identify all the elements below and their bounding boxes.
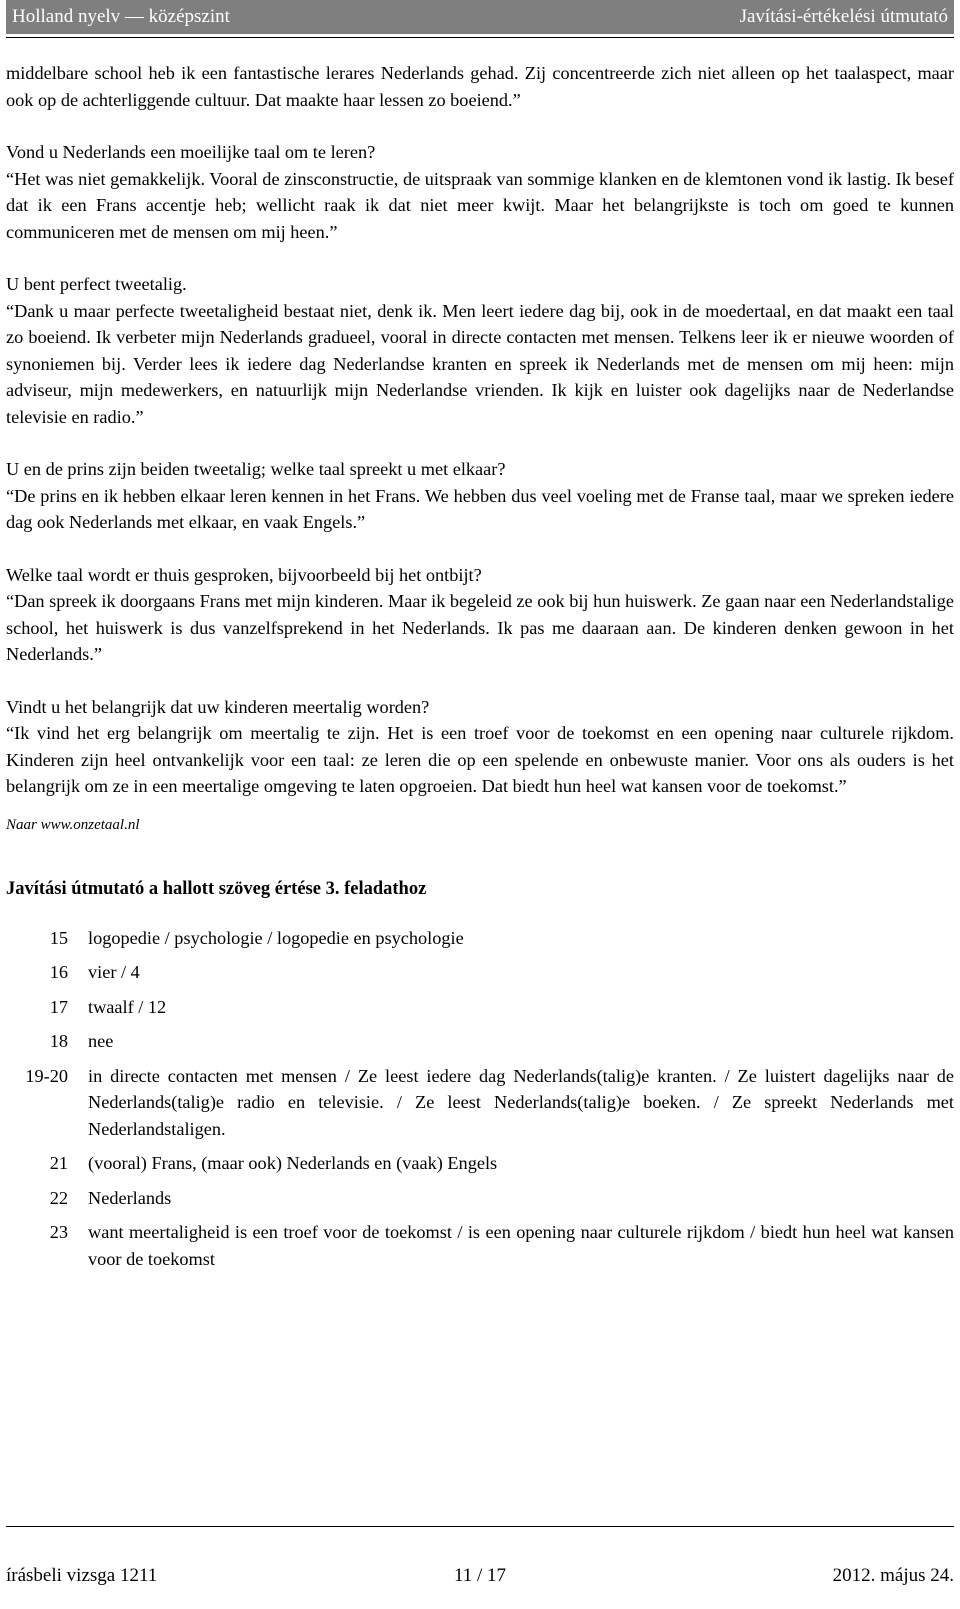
- footer-divider: [6, 1526, 954, 1527]
- interview-question: U en de prins zijn beiden tweetalig; welke taal spreekt u met elkaar?: [6, 459, 506, 479]
- answer-number: 17: [49, 996, 68, 1017]
- answer-row: [6, 1028, 954, 1055]
- interview-question: U bent perfect tweetalig.: [6, 274, 187, 294]
- answer-text: in directe contacten met mensen / Ze leest iedere dag Nederlands(talig)e kranten. / Ze luistert dagelijks naar de Nederlands(talig)e radio en televisie. / Ze leest Nederlands(talig)e boeken. / Ze spreekt Nederlands met Nederlandstaligen.: [88, 1065, 954, 1139]
- header-doc-type: Javítási-értékelési útmutató: [739, 6, 948, 27]
- answer-number: 21: [49, 1153, 68, 1173]
- answer-row: [6, 1219, 954, 1272]
- answer-row: [6, 925, 954, 952]
- answer-number: 18: [49, 1031, 68, 1051]
- answer-key-title: Javítási útmutató a hallott szöveg értése 3. feladathoz: [6, 879, 427, 899]
- interview-answer: “Dan spreek ik doorgaans Frans met mijn kinderen. Maar ik begeleid ze ook bij hun huiswerk. Ze gaan naar een Nederlandstalige school, het huiswerk is dus vanzelfsprekend in het Nederlands. Ik pas me daaraan aan. De kinderen denken gewoon in het Nederlands.”: [6, 591, 954, 664]
- answer-number: 15: [49, 927, 68, 948]
- interview-answer: “Ik vind het erg belangrijk om meertalig te zijn. Het is een troef voor de toekomst en een opening naar culturele rijkdom. Kinderen zijn heel ontvankelijk voor een taal: ze leren die op een spelende en onbewuste manier. Voor ons als ouders is het belangrijk om ze in een meertalige omgeving te laten opgroeien. Dat biedt hun heel wat kansen voor de toekomst.”: [6, 723, 954, 796]
- interview-question: Vindt u het belangrijk dat uw kinderen meertalig worden?: [6, 696, 430, 717]
- page-header: [6, 0, 954, 34]
- answer-row: [6, 959, 954, 986]
- header-subject: Holland nyelv — középszint: [12, 6, 230, 27]
- footer-exam-code: írásbeli vizsga 1211: [6, 1565, 158, 1586]
- answer-text: vier / 4: [88, 962, 140, 982]
- page-number: 11 / 17: [453, 1565, 507, 1586]
- interview-answer: “Dank u maar perfecte tweetaligheid bestaat niet, denk ik. Men leert iedere dag bij, ook in de moedertaal, en dat maakt een taal zo boeiend. Ik verbeter mijn Nederlands gradueel, vooral in directe contacten met mensen. Telkens leer ik er nieuwe woorden of synoniemen bij. Verder lees ik iedere dag Nederlandse kranten en spreek ik Nederlands met de mensen om mij heen: mijn adviseur, mijn medewerkers, en natuurlijk mijn Nederlandse vrienden. Ik kijk en luister ook dagelijks naar de Nederlandse televisie en radio.”: [6, 300, 954, 427]
- answer-row: [6, 1150, 954, 1177]
- answer-text: want meertaligheid is een troef voor de toekomst / is een opening naar culturele rijkdom / biedt hun heel wat kansen voor de toekomst: [88, 1222, 954, 1269]
- answer-text: nee: [88, 1031, 114, 1051]
- header-divider: [6, 37, 954, 38]
- interview-question: Vond u Nederlands een moeilijke taal om te leren?: [6, 142, 376, 162]
- footer-date: 2012. május 24.: [832, 1565, 954, 1586]
- interview-question: Welke taal wordt er thuis gesproken, bijvoorbeeld bij het ontbijt?: [6, 564, 482, 585]
- source-citation: Naar www.onzetaal.nl: [6, 816, 140, 833]
- interview-answer: “Het was niet gemakkelijk. Vooral de zinsconstructie, de uitspraak van sommige klanken en de klemtonen vond ik lastig. Ik besef dat ik een Frans accentje heb; wellicht raak ik dat niet meer kwijt. Maar het belangrijkste is toch om goed te kunnen communiceren met de mensen om mij heen.”: [6, 168, 954, 242]
- answer-text: Nederlands: [88, 1187, 172, 1208]
- answer-key-list: [6, 925, 954, 1273]
- paragraph-continuation: middelbare school heb ik een fantastische lerares Nederlands gehad. Zij concentreerde zich niet alleen op het taalaspect, maar ook op de achterliggende cultuur. Dat maakte haar lessen zo boeiend.”: [6, 63, 954, 110]
- answer-number: 23: [49, 1222, 68, 1242]
- answer-number: 16: [49, 962, 68, 982]
- answer-text: (vooral) Frans, (maar ook) Nederlands en (vaak) Engels: [88, 1153, 498, 1173]
- interview-answer: “De prins en ik hebben elkaar leren kennen in het Frans. We hebben dus veel voeling met de Franse taal, maar we spreken iedere dag ook Nederlands met elkaar, en vaak Engels.”: [6, 485, 954, 532]
- answer-number: 19-20: [25, 1065, 68, 1086]
- answer-number: 22: [49, 1187, 68, 1208]
- answer-text: twaalf / 12: [88, 996, 167, 1017]
- answer-text: logopedie / psychologie / logopedie en psychologie: [88, 927, 464, 948]
- page-footer: [6, 1565, 954, 1587]
- answer-row: [6, 994, 954, 1021]
- answer-row: [6, 1185, 954, 1212]
- answer-row: [6, 1063, 954, 1143]
- document-body: [6, 60, 954, 1280]
